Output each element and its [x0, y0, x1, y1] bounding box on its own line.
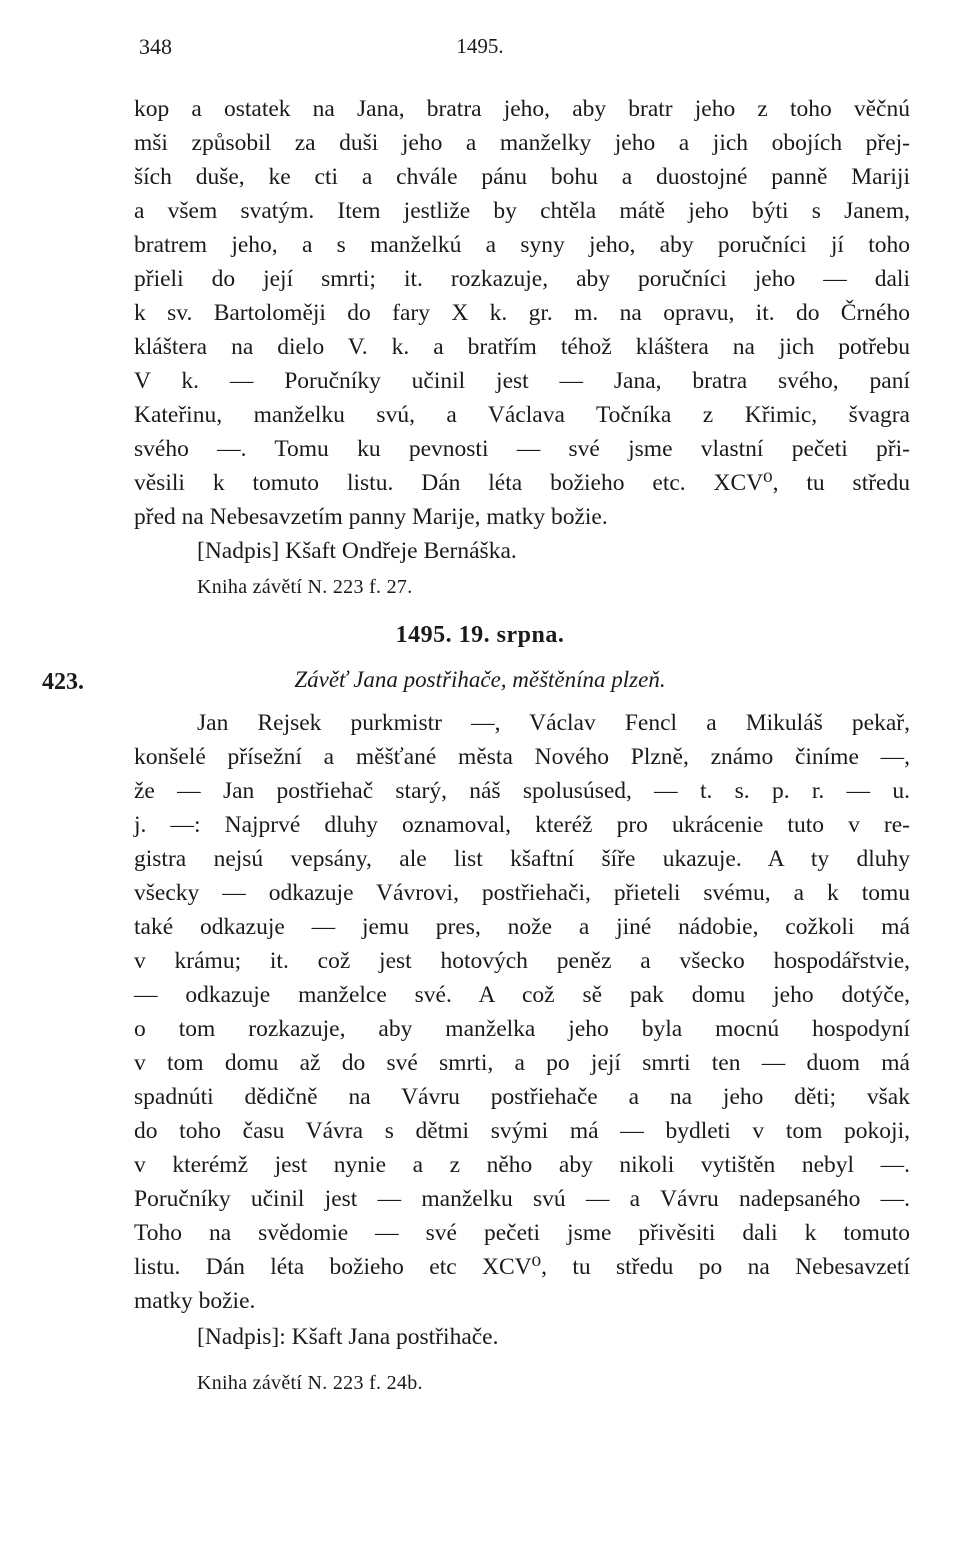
text-line: Poručníky učinil jest — manželku svú — a Vávru nadepsaného —.: [134, 1186, 910, 1212]
text-line: listu. Dán léta božieho etc XCV⁰, tu středu po na Nebesavzetí: [134, 1254, 910, 1280]
source-citation: Kniha závětí N. 223 f. 24b.: [197, 1372, 423, 1394]
text-line: věsili k tomuto listu. Dán léta božieho etc. XCV⁰, tu středu: [134, 470, 910, 496]
text-line: ších duše, ke cti a chvále pánu bohu a duostojné panně Mariji: [134, 164, 910, 190]
text-line: k sv. Bartoloměji do fary X k. gr. m. na opravu, it. do Črného: [134, 300, 910, 326]
text-line: před na Nebesavzetím panny Marije, matky božie.: [134, 504, 608, 530]
text-line: přieli do její smrti; it. rozkazuje, aby poručníci jeho — dali: [134, 266, 910, 292]
text-line: v tom domu až do své smrti, a po její smrti ten — duom má: [134, 1050, 910, 1076]
text-line: V k. — Poručníky učinil jest — Jana, bratra svého, paní: [134, 368, 910, 394]
text-line: mši způsobil za duši jeho a manželky jeho a jich obojích přej-: [134, 130, 910, 156]
text-line: všecky — odkazuje Vávrovi, postřiehači, přieteli svému, a k tomu: [134, 880, 910, 906]
text-line: a všem svatým. Item jestliže by chtěla mátě jeho býti s Janem,: [134, 198, 910, 224]
text-line: — odkazuje manželce své. A což sě pak domu jeho dotýče,: [134, 982, 910, 1008]
running-header-year: 1495.: [456, 34, 504, 58]
inscription-note: [Nadpis] Kšaft Ondřeje Bernáška.: [197, 538, 517, 564]
text-line: v krámu; it. což jest hotových peněz a všecko hospodářstvie,: [134, 948, 910, 974]
document-date: 1495. 19. srpna.: [395, 622, 565, 648]
text-line: v kterémž jest nynie a z něho aby nikoli vytištěn nebyl —.: [134, 1152, 910, 1178]
inscription-note: [Nadpis]: Kšaft Jana postřihače.: [197, 1324, 499, 1350]
text-line: bratrem jeho, a s manželkú a syny jeho, aby poručníci jí toho: [134, 232, 910, 258]
text-line: do toho času Vávra s dětmi svými má — bydleti v tom pokoji,: [134, 1118, 910, 1144]
page-number: 348: [139, 34, 172, 59]
document-title: Závěť Jana postřihače, měštěnína plzeň.: [294, 667, 666, 692]
text-line: svého —. Tomu ku pevnosti — své jsme vlastní pečeti při-: [134, 436, 910, 462]
text-line: Toho na svědomie — své pečeti jsme přivěsiti dali k tomuto: [134, 1220, 910, 1246]
text-line: o tom rozkazuje, aby manželka jeho byla mocnú hospodyní: [134, 1016, 910, 1042]
document-number: 423.: [42, 669, 84, 695]
text-line: že — Jan postřiehač starý, náš spolusúsed, — t. s. p. r. — u.: [134, 778, 910, 804]
text-line: Jan Rejsek purkmistr —, Václav Fencl a Mikuláš pekař,: [197, 710, 910, 736]
text-line: konšelé přísežní a měšťané města Nového Plzně, známo činíme —,: [134, 744, 910, 770]
text-line: j. —: Najprvé dluhy oznamoval, kteréž pro ukrácenie tuto v re-: [134, 812, 910, 838]
text-line: Kateřinu, manželku svú, a Václava Točníka z Křimic, švagra: [134, 402, 910, 428]
text-line: také odkazuje — jemu pres, nože a jiné nádobie, cožkoli má: [134, 914, 910, 940]
text-line: kláštera na dielo V. k. a bratřím téhož kláštera na jich potřebu: [134, 334, 910, 360]
text-line: gistra nejsú vepsány, ale list kšaftní šíře ukazuje. A ty dluhy: [134, 846, 910, 872]
text-line: kop a ostatek na Jana, bratra jeho, aby bratr jeho z toho věčnú: [134, 96, 910, 122]
text-line: matky božie.: [134, 1288, 256, 1314]
text-line: spadnúti dědičně na Vávru postřiehače a na jeho děti; však: [134, 1084, 910, 1110]
source-citation: Kniha závětí N. 223 f. 27.: [197, 576, 413, 598]
